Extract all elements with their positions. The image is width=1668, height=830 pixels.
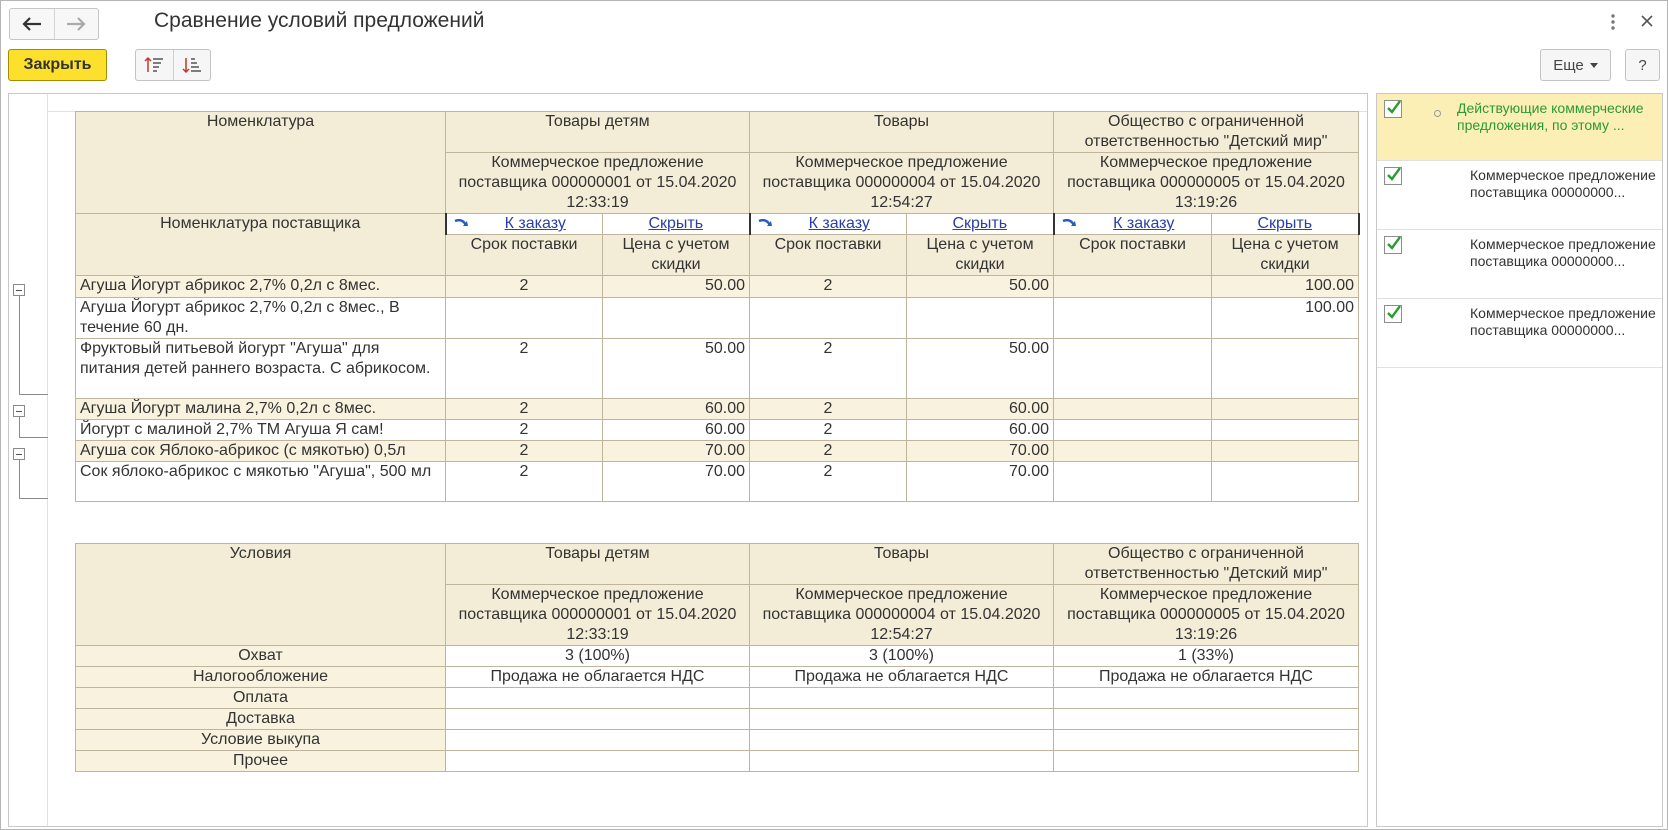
condition-value: Продажа не облагается НДС <box>1054 667 1359 688</box>
to-order-link[interactable]: К заказу <box>1113 215 1175 232</box>
price-cell: 50.00 <box>603 276 750 298</box>
offers-list-item[interactable] <box>1377 230 1662 299</box>
condition-label: Налогообложение <box>76 667 446 688</box>
condition-value: Продажа не облагается НДС <box>750 667 1054 688</box>
table-row[interactable] <box>76 276 1359 298</box>
offers-list-item-label: Действующие коммерческие предложения, по этому ... <box>1457 100 1644 133</box>
check-icon <box>1385 304 1403 322</box>
lead-time-cell: 2 <box>750 420 907 441</box>
to-order-link[interactable]: К заказу <box>504 215 566 232</box>
check-icon <box>1385 235 1403 253</box>
condition-row <box>76 667 1359 688</box>
checkbox[interactable] <box>1384 100 1402 118</box>
lead-time-cell: 2 <box>446 462 603 502</box>
lead-time-cell: 2 <box>750 441 907 462</box>
condition-value <box>446 751 750 772</box>
lead-time-cell: 2 <box>750 399 907 420</box>
lead-time-cell <box>750 298 907 339</box>
offer-title: Коммерческое предложение поставщика 000000001 от 15.04.2020 12:33:19 <box>446 585 750 646</box>
lead-time-header: Срок поставки <box>1054 235 1212 276</box>
price-header: Цена с учетом скидки <box>603 235 750 276</box>
price-cell: 70.00 <box>603 462 750 502</box>
check-icon <box>1385 166 1403 184</box>
offer-title: Коммерческое предложение поставщика 000000004 от 15.04.2020 12:54:27 <box>750 153 1054 214</box>
table-row[interactable] <box>76 399 1359 420</box>
to-order-link[interactable]: К заказу <box>808 215 870 232</box>
table-row[interactable] <box>76 298 1359 339</box>
item-name: Агуша Йогурт абрикос 2,7% 0,2л с 8мес. <box>76 276 446 298</box>
page-title: Сравнение условий предложений <box>154 9 485 32</box>
supplier-name: Общество с ограниченной ответственностью "Детский мир" <box>1054 544 1359 585</box>
condition-value <box>446 709 750 730</box>
item-name: Сок яблоко-абрикос с мякотью "Агуша", 500 мл <box>76 462 446 502</box>
offer-title: Коммерческое предложение поставщика 000000005 от 15.04.2020 13:19:26 <box>1054 153 1359 214</box>
condition-row <box>76 730 1359 751</box>
more-button[interactable] <box>1540 49 1611 81</box>
price-cell <box>907 298 1054 339</box>
condition-label: Доставка <box>76 709 446 730</box>
condition-value: 3 (100%) <box>446 646 750 667</box>
condition-value <box>750 709 1054 730</box>
sort-button-group <box>135 49 211 81</box>
condition-value <box>750 751 1054 772</box>
tree-node-icon <box>1434 110 1441 117</box>
table-row[interactable] <box>76 441 1359 462</box>
lead-time-cell: 2 <box>446 276 603 298</box>
checkbox[interactable] <box>1384 167 1402 185</box>
help-button[interactable]: ? <box>1625 49 1660 81</box>
condition-value <box>446 730 750 751</box>
offers-list-item-label: Коммерческое предложение поставщика 00000000... <box>1470 236 1656 269</box>
group-bracket <box>19 290 48 395</box>
condition-value <box>1054 751 1359 772</box>
lead-time-cell <box>446 298 603 339</box>
supplier-name: Товары детям <box>446 112 750 153</box>
supplier-name: Товары <box>750 112 1054 153</box>
arrow-left-icon <box>22 17 42 31</box>
table-row[interactable] <box>76 339 1359 399</box>
price-cell: 70.00 <box>603 441 750 462</box>
conditions-table <box>75 543 1359 772</box>
condition-label: Охват <box>76 646 446 667</box>
condition-value: 3 (100%) <box>750 646 1054 667</box>
hide-link[interactable]: Скрыть <box>952 215 1008 232</box>
checkbox[interactable] <box>1384 236 1402 254</box>
offers-list-item-label: Коммерческое предложение поставщика 00000000... <box>1470 305 1656 338</box>
supplier-name: Товары <box>750 544 1054 585</box>
forward-button[interactable] <box>54 9 99 39</box>
price-cell: 100.00 <box>1212 298 1359 339</box>
condition-value: Продажа не облагается НДС <box>446 667 750 688</box>
hide-link[interactable]: Скрыть <box>1257 215 1313 232</box>
order-arrow-icon <box>755 218 777 230</box>
more-vertical-icon[interactable] <box>1606 11 1620 33</box>
price-cell: 60.00 <box>603 420 750 441</box>
condition-value <box>750 688 1054 709</box>
grouping-gutter <box>9 94 48 826</box>
lead-time-cell: 2 <box>446 339 603 399</box>
supplier-name: Общество с ограниченной ответственностью "Детский мир" <box>1054 112 1359 153</box>
collapse-group-2-icon[interactable] <box>13 405 25 417</box>
dropdown-arrow-icon <box>1590 63 1598 68</box>
condition-value <box>446 688 750 709</box>
price-cell: 70.00 <box>907 462 1054 502</box>
price-cell: 50.00 <box>907 276 1054 298</box>
lead-time-cell <box>1054 298 1212 339</box>
lead-time-cell <box>1054 339 1212 399</box>
price-header: Цена с учетом скидки <box>907 235 1054 276</box>
offers-list-item-label: Коммерческое предложение поставщика 00000000... <box>1470 167 1656 200</box>
condition-label: Условие выкупа <box>76 730 446 751</box>
condition-row <box>76 709 1359 730</box>
lead-time-cell: 2 <box>446 420 603 441</box>
lead-time-header: Срок поставки <box>750 235 907 276</box>
condition-row <box>76 688 1359 709</box>
supplier-name: Товары детям <box>446 544 750 585</box>
conditions-header: Условия <box>76 544 446 646</box>
offer-title: Коммерческое предложение поставщика 000000004 от 15.04.2020 12:54:27 <box>750 585 1054 646</box>
item-name: Агуша Йогурт абрикос 2,7% 0,2л с 8мес., В течение 60 дн. <box>76 298 446 339</box>
table-row[interactable] <box>76 420 1359 441</box>
sort-ascending-icon <box>144 56 164 74</box>
history-nav <box>9 8 99 40</box>
lead-time-cell: 2 <box>446 441 603 462</box>
close-button[interactable]: Закрыть <box>8 49 107 81</box>
price-cell: 50.00 <box>907 339 1054 399</box>
checkbox[interactable] <box>1384 305 1402 323</box>
condition-row <box>76 646 1359 667</box>
prices-table <box>75 111 1360 502</box>
condition-value: 1 (33%) <box>1054 646 1359 667</box>
lead-time-cell: 2 <box>446 399 603 420</box>
supplier-nomenclature-header: Номенклатура поставщика <box>76 214 446 276</box>
back-button[interactable] <box>10 9 54 39</box>
more-label: Еще <box>1553 56 1584 74</box>
offers-list-item[interactable] <box>1377 299 1662 368</box>
condition-label: Прочее <box>76 751 446 772</box>
price-cell <box>1212 441 1359 462</box>
item-name: Йогурт с малиной 2,7% ТМ Агуша Я сам! <box>76 420 446 441</box>
arrow-right-icon <box>66 17 86 31</box>
price-cell <box>1212 339 1359 399</box>
condition-row <box>76 751 1359 772</box>
order-arrow-icon <box>1059 218 1081 230</box>
lead-time-cell <box>1054 276 1212 298</box>
nomenclature-header: Номенклатура <box>76 112 446 214</box>
lead-time-cell <box>1054 399 1212 420</box>
lead-time-cell: 2 <box>750 462 907 502</box>
group-bracket <box>19 454 48 499</box>
price-cell: 60.00 <box>907 399 1054 420</box>
collapse-group-1-icon[interactable] <box>13 284 25 296</box>
lead-time-cell: 2 <box>750 339 907 399</box>
item-name: Фруктовый питьевой йогурт "Агуша" для питания детей раннего возраста. С абрикосом. <box>76 339 446 399</box>
order-arrow-icon <box>451 218 473 230</box>
offers-list-item[interactable] <box>1377 161 1662 230</box>
offer-title: Коммерческое предложение поставщика 000000005 от 15.04.2020 13:19:26 <box>1054 585 1359 646</box>
price-cell: 50.00 <box>603 339 750 399</box>
price-cell <box>603 298 750 339</box>
price-cell: 60.00 <box>907 420 1054 441</box>
condition-label: Оплата <box>76 688 446 709</box>
sort-descending-icon <box>182 56 202 74</box>
lead-time-cell <box>1054 420 1212 441</box>
collapse-group-3-icon[interactable] <box>13 448 25 460</box>
price-cell <box>1212 462 1359 502</box>
offers-list-item[interactable] <box>1377 94 1662 161</box>
close-window-icon[interactable] <box>1637 10 1657 32</box>
price-cell <box>1212 420 1359 441</box>
lead-time-cell <box>1054 441 1212 462</box>
price-cell: 70.00 <box>907 441 1054 462</box>
condition-value <box>750 730 1054 751</box>
price-cell: 100.00 <box>1212 276 1359 298</box>
condition-value <box>1054 688 1359 709</box>
comparison-report <box>8 93 1368 827</box>
item-name: Агуша сок Яблоко-абрикос (с мякотью) 0,5л <box>76 441 446 462</box>
table-row[interactable] <box>76 462 1359 502</box>
condition-value <box>1054 709 1359 730</box>
lead-time-header: Срок поставки <box>446 235 603 276</box>
sort-descending-button[interactable] <box>173 50 211 80</box>
sort-ascending-button[interactable] <box>136 50 173 80</box>
hide-link[interactable]: Скрыть <box>648 215 704 232</box>
offer-title: Коммерческое предложение поставщика 000000001 от 15.04.2020 12:33:19 <box>446 153 750 214</box>
offers-panel <box>1376 93 1663 827</box>
lead-time-cell <box>1054 462 1212 502</box>
item-name: Агуша Йогурт малина 2,7% 0,2л с 8мес. <box>76 399 446 420</box>
price-header: Цена с учетом скидки <box>1212 235 1359 276</box>
price-cell: 60.00 <box>603 399 750 420</box>
lead-time-cell: 2 <box>750 276 907 298</box>
price-cell <box>1212 399 1359 420</box>
condition-value <box>1054 730 1359 751</box>
check-icon <box>1385 99 1403 117</box>
